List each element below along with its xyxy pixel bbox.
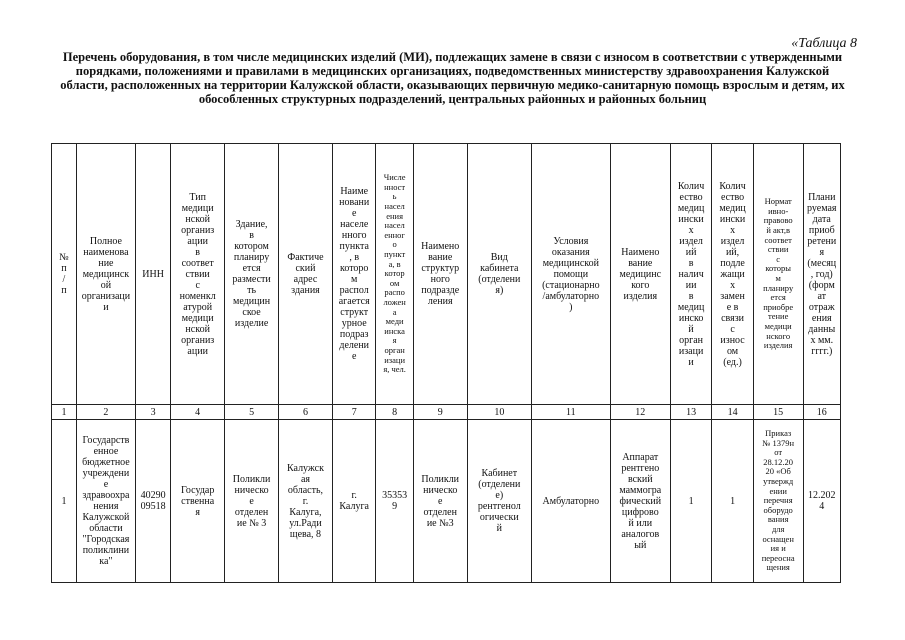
header-cell: Нормат ивно- правово й акт,в соответ ствии с которы м планиру ется приобре тение медици нского изделия xyxy=(753,144,803,405)
equipment-table xyxy=(51,143,841,583)
column-number: 2 xyxy=(76,405,135,420)
table-cell: Кабинет (отделени е) рентгенол огически й xyxy=(467,420,531,583)
column-number: 4 xyxy=(171,405,225,420)
table-cell: 12.202 4 xyxy=(803,420,840,583)
column-number: 12 xyxy=(610,405,670,420)
table-cell: Поликли ническо е отделен ие № 3 xyxy=(225,420,279,583)
column-number: 13 xyxy=(670,405,711,420)
header-cell: Наиме новани е населе нного пункта , в которо м распол агается структ урное подраз делени е xyxy=(332,144,376,405)
column-number: 11 xyxy=(531,405,610,420)
table-cell: 40290 09518 xyxy=(135,420,170,583)
header-cell: Колич ество медиц ински х издел ий, подле жащи х замен е в связи с износ ом (ед.) xyxy=(712,144,753,405)
table-row xyxy=(52,420,841,583)
column-number: 5 xyxy=(225,405,279,420)
document-title: Перечень оборудования, в том числе медицинских изделий (МИ), подлежащих замене в связи с износом в соответствии с утвержденными порядками, положениями и правилами в медицинских организациях, подведомственных министерству здравоохранения Калужской области, расположенных на территории Калужской области, оказывающих первичную медико-санитарную помощь взрослым и детям, их обособленных структурных подразделений, центральных районных и районных больниц xyxy=(60,50,845,106)
header-cell: Полное наименова ние медицинск ой организаци и xyxy=(76,144,135,405)
column-number: 6 xyxy=(279,405,333,420)
table-cell: г. Калуга xyxy=(332,420,376,583)
column-number-row xyxy=(52,405,841,420)
table-cell: Амбулаторно xyxy=(531,420,610,583)
table-cell: Калужск ая область, г. Калуга, ул.Ради щева, 8 xyxy=(279,420,333,583)
table-cell: 1 xyxy=(670,420,711,583)
column-number: 16 xyxy=(803,405,840,420)
header-cell: Плани руемая дата приоб ретени я (месяц , год) (форм ат отраж ения данны х мм. гггг.) xyxy=(803,144,840,405)
header-cell: Тип медици нской организ ации в соответ ствии с номенкл атурой медици нской организ ации xyxy=(171,144,225,405)
header-cell: Наимено вание медицинс кого изделия xyxy=(610,144,670,405)
table-cell: Государ ственна я xyxy=(171,420,225,583)
column-number: 8 xyxy=(376,405,413,420)
column-number: 15 xyxy=(753,405,803,420)
table-cell: 1 xyxy=(712,420,753,583)
header-cell: Вид кабинета (отделени я) xyxy=(467,144,531,405)
header-cell: ИНН xyxy=(135,144,170,405)
header-cell: Здание, в котором планиру ется размести ть медицин ское изделие xyxy=(225,144,279,405)
header-cell: Колич ество медиц ински х издел ий в налич ии в медиц инско й орган изаци и xyxy=(670,144,711,405)
header-cell: Числе нност ь насел ения насел енног о пункт а, в котор ом распо ложен а меди инска я орган изаци я, чел. xyxy=(376,144,413,405)
column-number: 3 xyxy=(135,405,170,420)
table-cell: 1 xyxy=(52,420,77,583)
table-cell: Поликли ническо е отделен ие №3 xyxy=(413,420,467,583)
table-cell: Государств енное бюджетное учреждени е здравоохра нения Калужской области "Городская поликлини ка" xyxy=(76,420,135,583)
column-number: 7 xyxy=(332,405,376,420)
table-label: «Таблица 8 xyxy=(791,36,857,51)
table-cell: Приказ № 1379н от 28.12.20 20 «Об утвержд ении перечня оборудо вания для оснащен ия и переосна щения xyxy=(753,420,803,583)
header-cell: Наимено вание структур ного подразде ления xyxy=(413,144,467,405)
header-cell: Фактиче ский адрес здания xyxy=(279,144,333,405)
column-number: 14 xyxy=(712,405,753,420)
header-cell: Условия оказания медицинской помощи (стационарно /амбулаторно ) xyxy=(531,144,610,405)
column-number: 1 xyxy=(52,405,77,420)
header-cell: № п / п xyxy=(52,144,77,405)
header-row xyxy=(52,144,841,405)
column-number: 9 xyxy=(413,405,467,420)
column-number: 10 xyxy=(467,405,531,420)
table-cell: 35353 9 xyxy=(376,420,413,583)
table-cell: Аппарат рентгено вский маммогра фический цифрово й или аналогов ый xyxy=(610,420,670,583)
